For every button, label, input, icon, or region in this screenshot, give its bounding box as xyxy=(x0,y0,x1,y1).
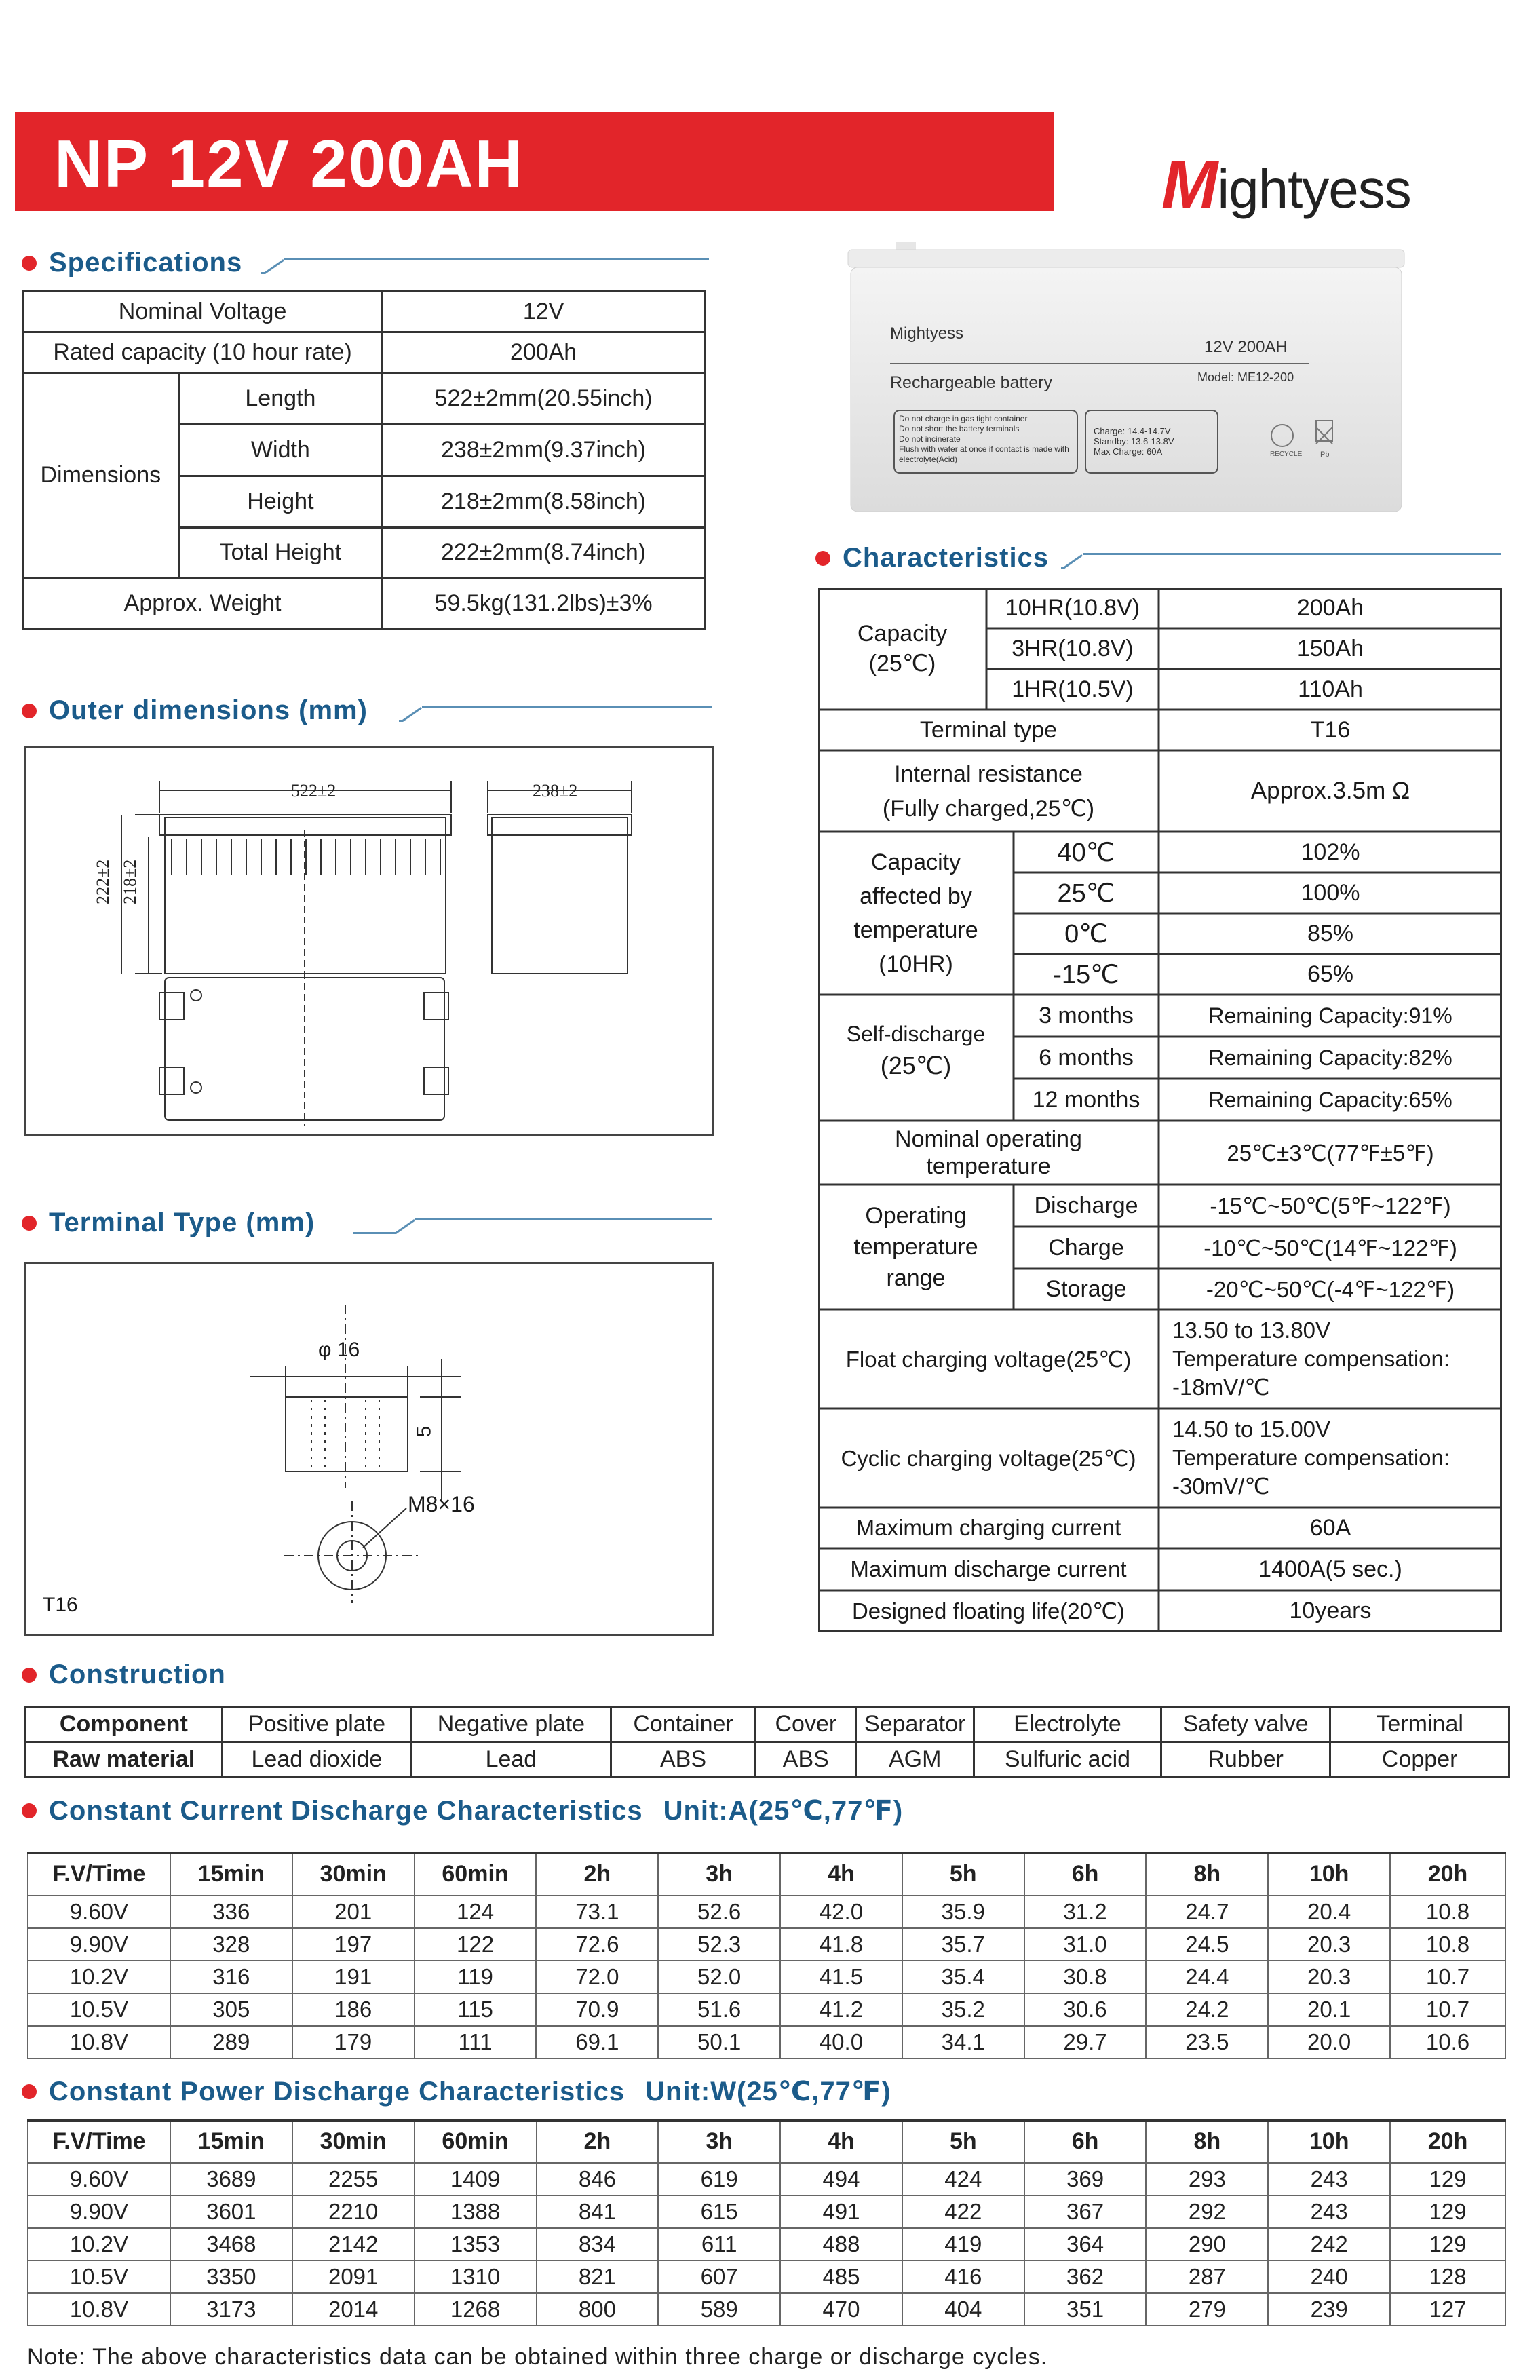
final-voltage-cell: 10.8V xyxy=(28,2293,170,2326)
spec-label: Length xyxy=(178,373,383,425)
table-cell: 20.4 xyxy=(1268,1896,1390,1928)
table-cell: 351 xyxy=(1024,2293,1147,2326)
capacity-value: 150Ah xyxy=(1296,635,1364,661)
bullet-icon xyxy=(22,1668,37,1683)
brand-logo xyxy=(1161,146,1411,224)
construction-value-cell: Lead xyxy=(412,1742,611,1778)
temperature-condition: 0℃ xyxy=(1064,919,1108,948)
max-charge-label: Maximum charging current xyxy=(855,1515,1121,1540)
table-cell: 41.8 xyxy=(780,1928,902,1961)
table-cell: 52.3 xyxy=(658,1928,780,1961)
table-cell: 287 xyxy=(1146,2261,1268,2293)
spec-label: Nominal Voltage xyxy=(23,292,383,332)
table-cell: 52.0 xyxy=(658,1961,780,1993)
table-cell: 129 xyxy=(1390,2195,1505,2228)
table-cell: 367 xyxy=(1024,2195,1147,2228)
section-underline xyxy=(261,258,709,274)
table-header-cell: 60min xyxy=(415,2121,537,2163)
spec-label: Approx. Weight xyxy=(23,578,383,630)
table-cell: 186 xyxy=(292,1993,415,2026)
spec-value: 222±2mm(8.74inch) xyxy=(383,528,705,578)
battery-label-charge: Charge: 14.4-14.7V Standby: 13.6-13.8V Max Charge: 60A xyxy=(1094,426,1174,457)
spec-label: Width xyxy=(178,425,383,476)
table-cell: 35.2 xyxy=(902,1993,1024,2026)
bullet-icon xyxy=(815,551,830,566)
table-cell: 243 xyxy=(1268,2163,1390,2195)
table-row xyxy=(28,1896,1505,1928)
table-cell: 422 xyxy=(902,2195,1024,2228)
spec-value: 218±2mm(8.58inch) xyxy=(383,476,705,528)
table-cell: 24.7 xyxy=(1146,1896,1268,1928)
construction-value-cell: Lead dioxide xyxy=(222,1742,411,1778)
operating-range-label: Operating temperature range xyxy=(853,1203,978,1291)
float-voltage-value: 13.50 to 13.80V Temperature compensation: -18mV/℃ xyxy=(1172,1318,1450,1400)
construction-value-cell: Sulfuric acid xyxy=(974,1742,1161,1778)
cc-discharge-table xyxy=(27,1852,1506,2059)
table-row xyxy=(28,2261,1505,2293)
battery-label-model-title: 12V 200AH xyxy=(1204,338,1288,356)
table-cell: 10.8 xyxy=(1390,1896,1505,1928)
pb-label: Pb xyxy=(1320,450,1330,459)
spec-label: Height xyxy=(178,476,383,528)
construction-header-cell: Safety valve xyxy=(1161,1707,1330,1742)
battery-label-brand: Mightyess xyxy=(890,324,964,343)
table-cell: 41.2 xyxy=(780,1993,902,2026)
table-cell: 127 xyxy=(1390,2293,1505,2326)
table-cell: 20.1 xyxy=(1268,1993,1390,2026)
table-cell: 3350 xyxy=(170,2261,292,2293)
table-header-row xyxy=(28,1854,1505,1896)
construction-value-cell: Copper xyxy=(1330,1742,1509,1778)
terminal-type-value: T16 xyxy=(1310,716,1351,743)
terminal-type-label: Terminal type xyxy=(919,716,1058,743)
outer-dimensions-header: Outer dimensions (mm) xyxy=(22,695,368,726)
table-cell: 69.1 xyxy=(536,2026,658,2058)
cyclic-voltage-label: Cyclic charging voltage(25℃) xyxy=(841,1445,1136,1471)
table-cell: 290 xyxy=(1146,2228,1268,2261)
table-cell: 70.9 xyxy=(536,1993,658,2026)
table-cell: 29.7 xyxy=(1024,2026,1147,2058)
construction-header-cell: Electrolyte xyxy=(974,1707,1161,1742)
table-cell: 364 xyxy=(1024,2228,1147,2261)
terminal-type-header: Terminal Type (mm) xyxy=(22,1208,315,1238)
table-row xyxy=(28,2195,1505,2228)
temperature-value: 100% xyxy=(1301,879,1360,906)
table-header-cell: 60min xyxy=(415,1854,537,1896)
construction-value-cell: AGM xyxy=(856,1742,974,1778)
bullet-icon xyxy=(22,2084,37,2099)
table-cell: 3689 xyxy=(170,2163,292,2195)
specifications-table xyxy=(22,290,706,630)
table-cell: 2142 xyxy=(292,2228,415,2261)
cp-discharge-header: Constant Power Discharge Characteristics Unit:W(25℃,77℉) xyxy=(22,2076,891,2107)
table-header-cell: 2h xyxy=(537,2121,659,2163)
self-discharge-period: 6 months xyxy=(1039,1044,1134,1071)
table-cell: 111 xyxy=(415,2026,537,2058)
construction-header: Construction xyxy=(22,1659,226,1690)
table-cell: 2255 xyxy=(292,2163,415,2195)
table-cell: 1353 xyxy=(415,2228,537,2261)
table-cell: 51.6 xyxy=(658,1993,780,2026)
table-cell: 73.1 xyxy=(536,1896,658,1928)
temperature-capacity-label: Capacity affected by temperature (10HR) xyxy=(853,849,978,977)
table-cell: 834 xyxy=(537,2228,659,2261)
cp-unit: Unit:W(25℃,77℉) xyxy=(645,2077,891,2107)
table-header-cell: 6h xyxy=(1024,1854,1147,1896)
table-header-cell: 30min xyxy=(292,2121,415,2163)
temperature-value: 65% xyxy=(1307,961,1354,987)
internal-resistance-label: Internal resistance xyxy=(894,761,1083,787)
construction-value-cell: ABS xyxy=(611,1742,756,1778)
spec-value: 59.5kg(131.2lbs)±3% xyxy=(383,578,705,630)
construction-value-cell: Rubber xyxy=(1161,1742,1330,1778)
table-cell: 1268 xyxy=(415,2293,537,2326)
self-discharge-period: 3 months xyxy=(1039,1002,1134,1029)
table-cell: 10.6 xyxy=(1390,2026,1505,2058)
brand-name: ightyess xyxy=(1217,159,1411,219)
operating-mode: Discharge xyxy=(1034,1192,1138,1218)
temperature-condition: -15℃ xyxy=(1053,960,1119,989)
battery-label-subtitle: Rechargeable battery xyxy=(890,373,1053,392)
table-header-cell: 5h xyxy=(902,1854,1024,1896)
table-cell: 31.2 xyxy=(1024,1896,1147,1928)
construction-table xyxy=(24,1706,1510,1778)
table-row xyxy=(28,1928,1505,1961)
table-cell: 128 xyxy=(1390,2261,1505,2293)
nominal-operating-label-2: temperature xyxy=(926,1153,1051,1179)
height-dimension: 218±2 xyxy=(120,859,140,904)
table-cell: 316 xyxy=(170,1961,292,1993)
table-cell: 41.5 xyxy=(780,1961,902,1993)
temperature-condition: 40℃ xyxy=(1057,838,1115,867)
spec-label: Rated capacity (10 hour rate) xyxy=(23,332,383,373)
table-cell: 485 xyxy=(780,2261,902,2293)
operating-mode: Storage xyxy=(1045,1275,1127,1302)
table-row xyxy=(28,1993,1505,2026)
table-header-cell: 3h xyxy=(658,1854,780,1896)
table-cell: 72.0 xyxy=(536,1961,658,1993)
table-header-cell: 3h xyxy=(658,2121,780,2163)
table-cell: 305 xyxy=(170,1993,292,2026)
self-discharge-label: Self-discharge xyxy=(846,1022,986,1046)
table-cell: 2210 xyxy=(292,2195,415,2228)
table-cell: 52.6 xyxy=(658,1896,780,1928)
construction-header-cell: Cover xyxy=(756,1707,856,1742)
final-voltage-cell: 10.5V xyxy=(28,1993,170,2026)
table-row xyxy=(28,2293,1505,2326)
spec-label: Dimensions xyxy=(23,373,179,578)
table-cell: 800 xyxy=(537,2293,659,2326)
table-cell: 416 xyxy=(902,2261,1024,2293)
table-cell: 841 xyxy=(537,2195,659,2228)
nominal-operating-value: 25℃±3℃(77℉±5℉) xyxy=(1227,1140,1434,1166)
table-cell: 179 xyxy=(292,2026,415,2058)
table-cell: 362 xyxy=(1024,2261,1147,2293)
construction-header-cell: Negative plate xyxy=(412,1707,611,1742)
table-cell: 369 xyxy=(1024,2163,1147,2195)
bullet-icon xyxy=(22,256,37,271)
table-header-cell: F.V/Time xyxy=(28,1854,170,1896)
spec-value: 238±2mm(9.37inch) xyxy=(383,425,705,476)
table-cell: 336 xyxy=(170,1896,292,1928)
characteristics-grid xyxy=(818,588,1502,1632)
table-cell: 20.3 xyxy=(1268,1961,1390,1993)
table-cell: 424 xyxy=(902,2163,1024,2195)
specifications-header: Specifications xyxy=(22,248,242,278)
table-cell: 10.8 xyxy=(1390,1928,1505,1961)
cp-discharge-table xyxy=(27,2119,1506,2326)
capacity-value: 110Ah xyxy=(1298,676,1363,702)
final-voltage-cell: 10.5V xyxy=(28,2261,170,2293)
table-cell: 292 xyxy=(1146,2195,1268,2228)
width-dimension: 238±2 xyxy=(533,781,578,801)
self-discharge-period: 12 months xyxy=(1032,1086,1140,1113)
table-cell: 201 xyxy=(292,1896,415,1928)
bullet-icon xyxy=(22,1216,37,1231)
section-underline xyxy=(1061,553,1501,569)
table-cell: 821 xyxy=(537,2261,659,2293)
self-discharge-condition: (25℃) xyxy=(880,1052,952,1079)
max-discharge-value: 1400A(5 sec.) xyxy=(1258,1556,1402,1582)
table-cell: 491 xyxy=(780,2195,902,2228)
table-header-cell: 8h xyxy=(1146,1854,1268,1896)
table-cell: 35.4 xyxy=(902,1961,1024,1993)
final-voltage-cell: 10.2V xyxy=(28,2228,170,2261)
table-cell: 1409 xyxy=(415,2163,537,2195)
table-cell: 1388 xyxy=(415,2195,537,2228)
table-cell: 242 xyxy=(1268,2228,1390,2261)
construction-header-cell: Terminal xyxy=(1330,1707,1509,1742)
table-cell: 3173 xyxy=(170,2293,292,2326)
spec-value: 200Ah xyxy=(383,332,705,373)
table-cell: 30.8 xyxy=(1024,1961,1147,1993)
self-discharge-value: Remaining Capacity:82% xyxy=(1208,1045,1452,1070)
internal-resistance-value: Approx.3.5m Ω xyxy=(1250,778,1410,804)
table-cell: 35.9 xyxy=(902,1896,1024,1928)
capacity-condition: 1HR(10.5V) xyxy=(1012,676,1134,702)
final-voltage-cell: 9.60V xyxy=(28,1896,170,1928)
table-cell: 607 xyxy=(658,2261,780,2293)
operating-range-value: -20℃~50℃(-4℉~122℉) xyxy=(1206,1276,1455,1302)
floating-life-label: Designed floating life(20℃) xyxy=(851,1598,1125,1624)
final-voltage-cell: 9.90V xyxy=(28,1928,170,1961)
table-cell: 115 xyxy=(415,1993,537,2026)
construction-header-cell: Positive plate xyxy=(222,1707,411,1742)
cc-discharge-header: Constant Current Discharge Characteristics Unit:A(25℃,77℉) xyxy=(22,1795,903,1826)
table-cell: 119 xyxy=(415,1961,537,1993)
capacity-label: Capacity (25℃) xyxy=(857,621,948,676)
nominal-operating-label: Nominal operating xyxy=(895,1126,1082,1152)
table-row xyxy=(28,2228,1505,2261)
final-voltage-cell: 10.8V xyxy=(28,2026,170,2058)
table-cell: 10.7 xyxy=(1390,1961,1505,1993)
table-cell: 494 xyxy=(780,2163,902,2195)
table-cell: 23.5 xyxy=(1146,2026,1268,2058)
capacity-condition: 10HR(10.8V) xyxy=(1005,594,1140,621)
section-underline xyxy=(353,1218,712,1234)
table-cell: 240 xyxy=(1268,2261,1390,2293)
table-header-cell: 10h xyxy=(1268,2121,1390,2163)
table-cell: 419 xyxy=(902,2228,1024,2261)
table-cell: 3601 xyxy=(170,2195,292,2228)
float-voltage-label: Float charging voltage(25℃) xyxy=(845,1346,1132,1372)
spec-label: Total Height xyxy=(178,528,383,578)
table-cell: 35.7 xyxy=(902,1928,1024,1961)
battery-label-warnings: Do not charge in gas tight container Do not short the battery terminals Do not incinerate Flush with water at once if contact is made with electrolyte(Acid) xyxy=(899,414,1069,464)
terminal-diagram xyxy=(26,1264,712,1634)
construction-value-cell: Raw material xyxy=(26,1742,223,1778)
table-cell: 31.0 xyxy=(1024,1928,1147,1961)
floating-life-value: 10years xyxy=(1289,1597,1372,1624)
table-header-cell: F.V/Time xyxy=(28,2121,170,2163)
table-cell: 279 xyxy=(1146,2293,1268,2326)
table-cell: 24.2 xyxy=(1146,1993,1268,2026)
table-cell: 470 xyxy=(780,2293,902,2326)
table-header-cell: 15min xyxy=(170,1854,292,1896)
table-cell: 619 xyxy=(658,2163,780,2195)
table-cell: 20.0 xyxy=(1268,2026,1390,2058)
capacity-value: 200Ah xyxy=(1296,594,1364,621)
table-cell: 2014 xyxy=(292,2293,415,2326)
final-voltage-cell: 10.2V xyxy=(28,1961,170,1993)
table-cell: 289 xyxy=(170,2026,292,2058)
temperature-value: 85% xyxy=(1307,920,1354,946)
table-cell: 50.1 xyxy=(658,2026,780,2058)
self-discharge-value: Remaining Capacity:91% xyxy=(1208,1003,1452,1028)
table-cell: 197 xyxy=(292,1928,415,1961)
table-cell: 589 xyxy=(658,2293,780,2326)
table-cell: 293 xyxy=(1146,2163,1268,2195)
self-discharge-value: Remaining Capacity:65% xyxy=(1208,1087,1452,1112)
table-header-cell: 4h xyxy=(780,2121,902,2163)
table-cell: 611 xyxy=(658,2228,780,2261)
operating-range-value: -10℃~50℃(14℉~122℉) xyxy=(1204,1235,1457,1261)
table-cell: 1310 xyxy=(415,2261,537,2293)
table-header-cell: 20h xyxy=(1390,2121,1505,2163)
battery-dimension-drawing xyxy=(26,748,712,1134)
table-header-cell: 30min xyxy=(292,1854,415,1896)
battery-label-model: Model: ME12-200 xyxy=(1197,370,1294,384)
brand-initial: M xyxy=(1161,147,1218,223)
terminal-diameter: φ 16 xyxy=(318,1339,360,1361)
table-header-cell: 2h xyxy=(536,1854,658,1896)
capacity-condition: 3HR(10.8V) xyxy=(1012,635,1134,661)
cc-unit: Unit:A(25℃,77℉) xyxy=(663,1796,904,1826)
internal-resistance-condition: (Fully charged,25℃) xyxy=(882,796,1095,822)
table-header-cell: 10h xyxy=(1268,1854,1390,1896)
table-cell: 34.1 xyxy=(902,2026,1024,2058)
table-cell: 3468 xyxy=(170,2228,292,2261)
table-cell: 404 xyxy=(902,2293,1024,2326)
spec-value: 12V xyxy=(383,292,705,332)
characteristics-header: Characteristics xyxy=(815,543,1049,573)
table-cell: 191 xyxy=(292,1961,415,1993)
table-cell: 72.6 xyxy=(536,1928,658,1961)
table-cell: 846 xyxy=(537,2163,659,2195)
table-cell: 2091 xyxy=(292,2261,415,2293)
table-cell: 40.0 xyxy=(780,2026,902,2058)
construction-value-cell: ABS xyxy=(756,1742,856,1778)
table-header-cell: 5h xyxy=(902,2121,1024,2163)
table-cell: 129 xyxy=(1390,2228,1505,2261)
total-height-dimension: 222±2 xyxy=(93,859,113,904)
bullet-icon xyxy=(22,1803,37,1818)
table-header-row xyxy=(28,2121,1505,2163)
table-cell: 124 xyxy=(415,1896,537,1928)
table-cell: 239 xyxy=(1268,2293,1390,2326)
table-header-cell: 4h xyxy=(780,1854,902,1896)
outer-dimensions-drawing xyxy=(24,746,714,1136)
temperature-value: 102% xyxy=(1301,839,1360,865)
final-voltage-cell: 9.60V xyxy=(28,2163,170,2195)
table-cell: 328 xyxy=(170,1928,292,1961)
footnote: Note: The above characteristics data can be obtained within three charge or discharge cycles. xyxy=(27,2344,1048,2370)
table-cell: 42.0 xyxy=(780,1896,902,1928)
section-underline xyxy=(399,706,712,722)
table-header-cell: 6h xyxy=(1024,2121,1147,2163)
table-cell: 122 xyxy=(415,1928,537,1961)
table-cell: 30.6 xyxy=(1024,1993,1147,2026)
table-cell: 488 xyxy=(780,2228,902,2261)
recycle-label: RECYCLE xyxy=(1270,450,1303,458)
operating-mode: Charge xyxy=(1048,1234,1124,1261)
spec-value: 522±2mm(20.55inch) xyxy=(383,373,705,425)
table-cell: 243 xyxy=(1268,2195,1390,2228)
construction-header-cell: Container xyxy=(611,1707,756,1742)
table-cell: 129 xyxy=(1390,2163,1505,2195)
table-row xyxy=(28,2026,1505,2058)
table-row xyxy=(28,2163,1505,2195)
max-discharge-label: Maximum discharge current xyxy=(850,1556,1127,1581)
table-cell: 24.4 xyxy=(1146,1961,1268,1993)
max-charge-value: 60A xyxy=(1309,1514,1351,1541)
length-dimension: 522±2 xyxy=(291,781,336,801)
bullet-icon xyxy=(22,704,37,718)
construction-header-cell: Component xyxy=(26,1707,223,1742)
final-voltage-cell: 9.90V xyxy=(28,2195,170,2228)
table-cell: 615 xyxy=(658,2195,780,2228)
table-row xyxy=(28,1961,1505,1993)
table-cell: 24.5 xyxy=(1146,1928,1268,1961)
table-header-cell: 8h xyxy=(1146,2121,1268,2163)
terminal-bolt: M8×16 xyxy=(408,1492,475,1516)
operating-range-value: -15℃~50℃(5℉~122℉) xyxy=(1210,1193,1451,1218)
table-header-cell: 20h xyxy=(1390,1854,1505,1896)
terminal-depth: 5 xyxy=(412,1425,436,1438)
terminal-drawing xyxy=(24,1262,714,1636)
terminal-type-code: T16 xyxy=(43,1594,78,1616)
construction-header-cell: Separator xyxy=(856,1707,974,1742)
page-title: NP 12V 200AH xyxy=(54,126,524,201)
table-cell: 10.7 xyxy=(1390,1993,1505,2026)
table-header-cell: 15min xyxy=(170,2121,292,2163)
cyclic-voltage-value: 14.50 to 15.00V Temperature compensation: -30mV/℃ xyxy=(1172,1417,1450,1499)
temperature-condition: 25℃ xyxy=(1057,879,1115,908)
table-cell: 20.3 xyxy=(1268,1928,1390,1961)
